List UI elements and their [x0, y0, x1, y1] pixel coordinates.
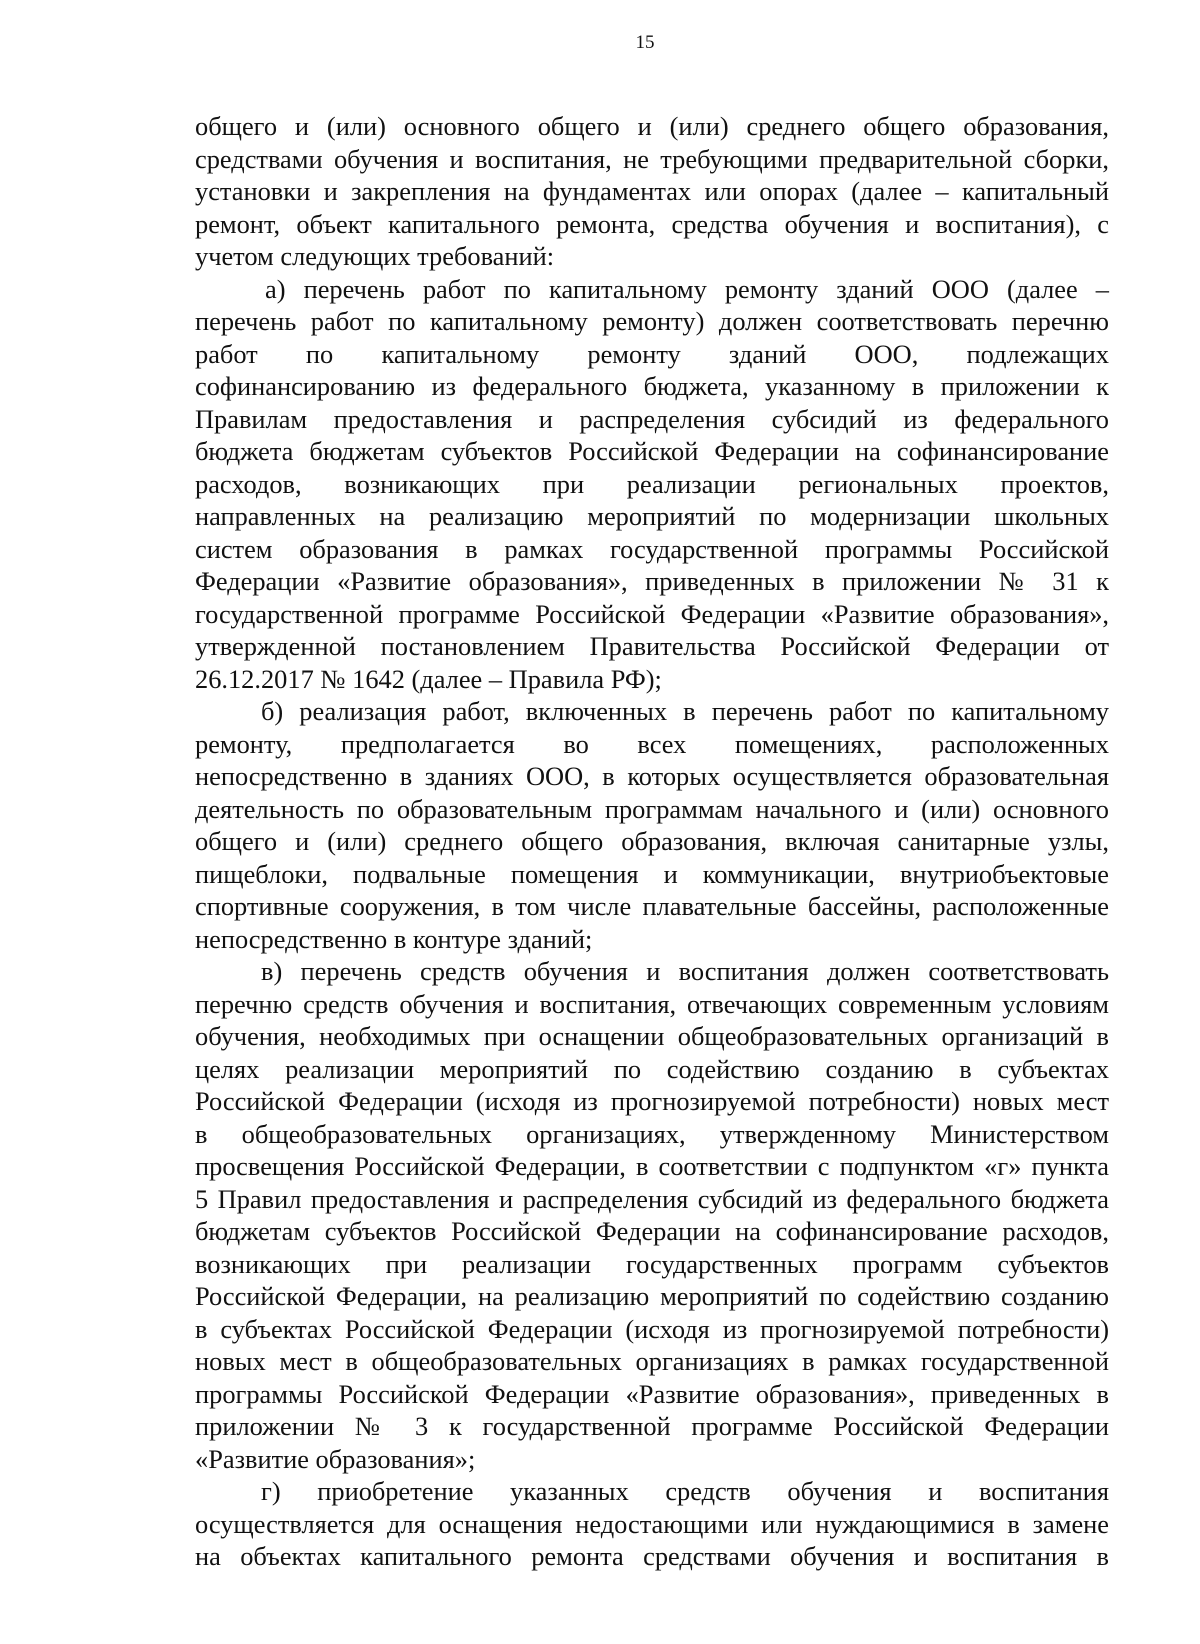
text-line: б) реализация работ, включенных в перечень работ по капитальному — [261, 696, 1109, 726]
text-line: непосредственно в контуре зданий; — [195, 923, 593, 954]
text-line: бюджета бюджетам субъектов Российской Федерации на софинансирование — [195, 436, 1109, 466]
text-line: программы Российской Федерации «Развитие образования», приведенных в — [195, 1378, 1109, 1409]
text-line: ремонту, предполагается во всех помещениях, расположенных — [195, 728, 1109, 759]
text-line: в) перечень средств обучения и воспитания должен соответствовать — [261, 956, 1109, 986]
text-line: ремонт, объект капитального ремонта, средства обучения и воспитания), с — [195, 208, 1109, 239]
text-line: спортивные сооружения, в том числе плавательные бассейны, расположенные — [195, 891, 1109, 921]
text-line: обучения, необходимых при оснащении общеобразовательных организаций в — [195, 1021, 1109, 1051]
text-line: средствами обучения и воспитания, не требующими предварительной сборки, — [195, 143, 1109, 174]
text-line: Федерации «Развитие образования», приведенных в приложении № 31 к — [195, 566, 1109, 596]
page-number: 15 — [635, 32, 655, 53]
paragraph-item-g — [195, 1475, 1109, 1573]
text-line: приложении № 3 к государственной программе Российской Федерации — [195, 1411, 1109, 1441]
text-line: учетом следующих требований: — [195, 241, 555, 271]
text-line: на объектах капитального ремонта средствами обучения и воспитания в — [195, 1541, 1109, 1571]
text-line: целях реализации мероприятий по содействию созданию в субъектах — [195, 1053, 1109, 1084]
text-line: утвержденной постановлением Правительства Российской Федерации от — [195, 631, 1109, 661]
text-line: бюджетам субъектов Российской Федерации на софинансирование расходов, — [195, 1216, 1109, 1246]
paragraph-item-a — [195, 273, 1109, 696]
text-line: общего и (или) среднего общего образования, включая санитарные узлы, — [195, 826, 1109, 856]
text-line: осуществляется для оснащения недостающими или нуждающимися в замене — [195, 1508, 1109, 1539]
text-line: направленных на реализацию мероприятий по модернизации школьных — [195, 501, 1109, 531]
paragraph-intro-continuation — [195, 110, 1109, 273]
text-line: 26.12.2017 № 1642 (далее – Правила РФ); — [195, 663, 662, 694]
text-line: 5 Правил предоставления и распределения субсидий из федерального бюджета — [195, 1183, 1109, 1214]
paragraph-item-v — [195, 955, 1109, 1475]
text-line: возникающих при реализации государственных программ субъектов — [195, 1248, 1109, 1279]
text-line: деятельность по образовательным программам начального и (или) основного — [195, 793, 1109, 824]
text-line: «Развитие образования»; — [195, 1443, 476, 1474]
document-body — [195, 110, 1109, 1573]
text-line: непосредственно в зданиях ООО, в которых осуществляется образовательная — [195, 761, 1109, 791]
text-line: в общеобразовательных организациях, утвержденному Министерством — [195, 1118, 1109, 1149]
text-line: установки и закрепления на фундаментах или опорах (далее – капитальный — [195, 176, 1109, 206]
text-line: перечень работ по капитальному ремонту) должен соответствовать перечню — [195, 306, 1109, 336]
paragraph-item-b — [195, 695, 1109, 955]
text-line: систем образования в рамках государственной программы Российской — [195, 533, 1109, 564]
text-line: просвещения Российской Федерации, в соответствии с подпунктом «г» пункта — [195, 1151, 1109, 1181]
text-line: а) перечень работ по капитальному ремонту зданий ООО (далее – — [265, 273, 1109, 304]
text-line: Российской Федерации, на реализацию мероприятий по содействию созданию — [195, 1281, 1109, 1311]
text-line: новых мест в общеобразовательных организациях в рамках государственной — [195, 1346, 1109, 1376]
text-line: софинансированию из федерального бюджета, указанному в приложении к — [195, 371, 1109, 401]
text-line: в субъектах Российской Федерации (исходя из прогнозируемой потребности) — [195, 1313, 1109, 1344]
text-line: работ по капитальному ремонту зданий ООО, подлежащих — [195, 338, 1109, 369]
text-line: Российской Федерации (исходя из прогнозируемой потребности) новых мест — [195, 1086, 1109, 1116]
text-line: расходов, возникающих при реализации региональных проектов, — [195, 468, 1109, 499]
text-line: общего и (или) основного общего и (или) среднего общего образования, — [195, 111, 1109, 141]
text-line: Правилам предоставления и распределения субсидий из федерального — [195, 403, 1109, 434]
text-line: государственной программе Российской Федерации «Развитие образования», — [195, 598, 1109, 629]
text-line: пищеблоки, подвальные помещения и коммуникации, внутриобъектовые — [195, 858, 1109, 889]
text-line: перечню средств обучения и воспитания, отвечающих современным условиям — [195, 988, 1109, 1019]
text-line: г) приобретение указанных средств обучения и воспитания — [261, 1476, 1109, 1506]
